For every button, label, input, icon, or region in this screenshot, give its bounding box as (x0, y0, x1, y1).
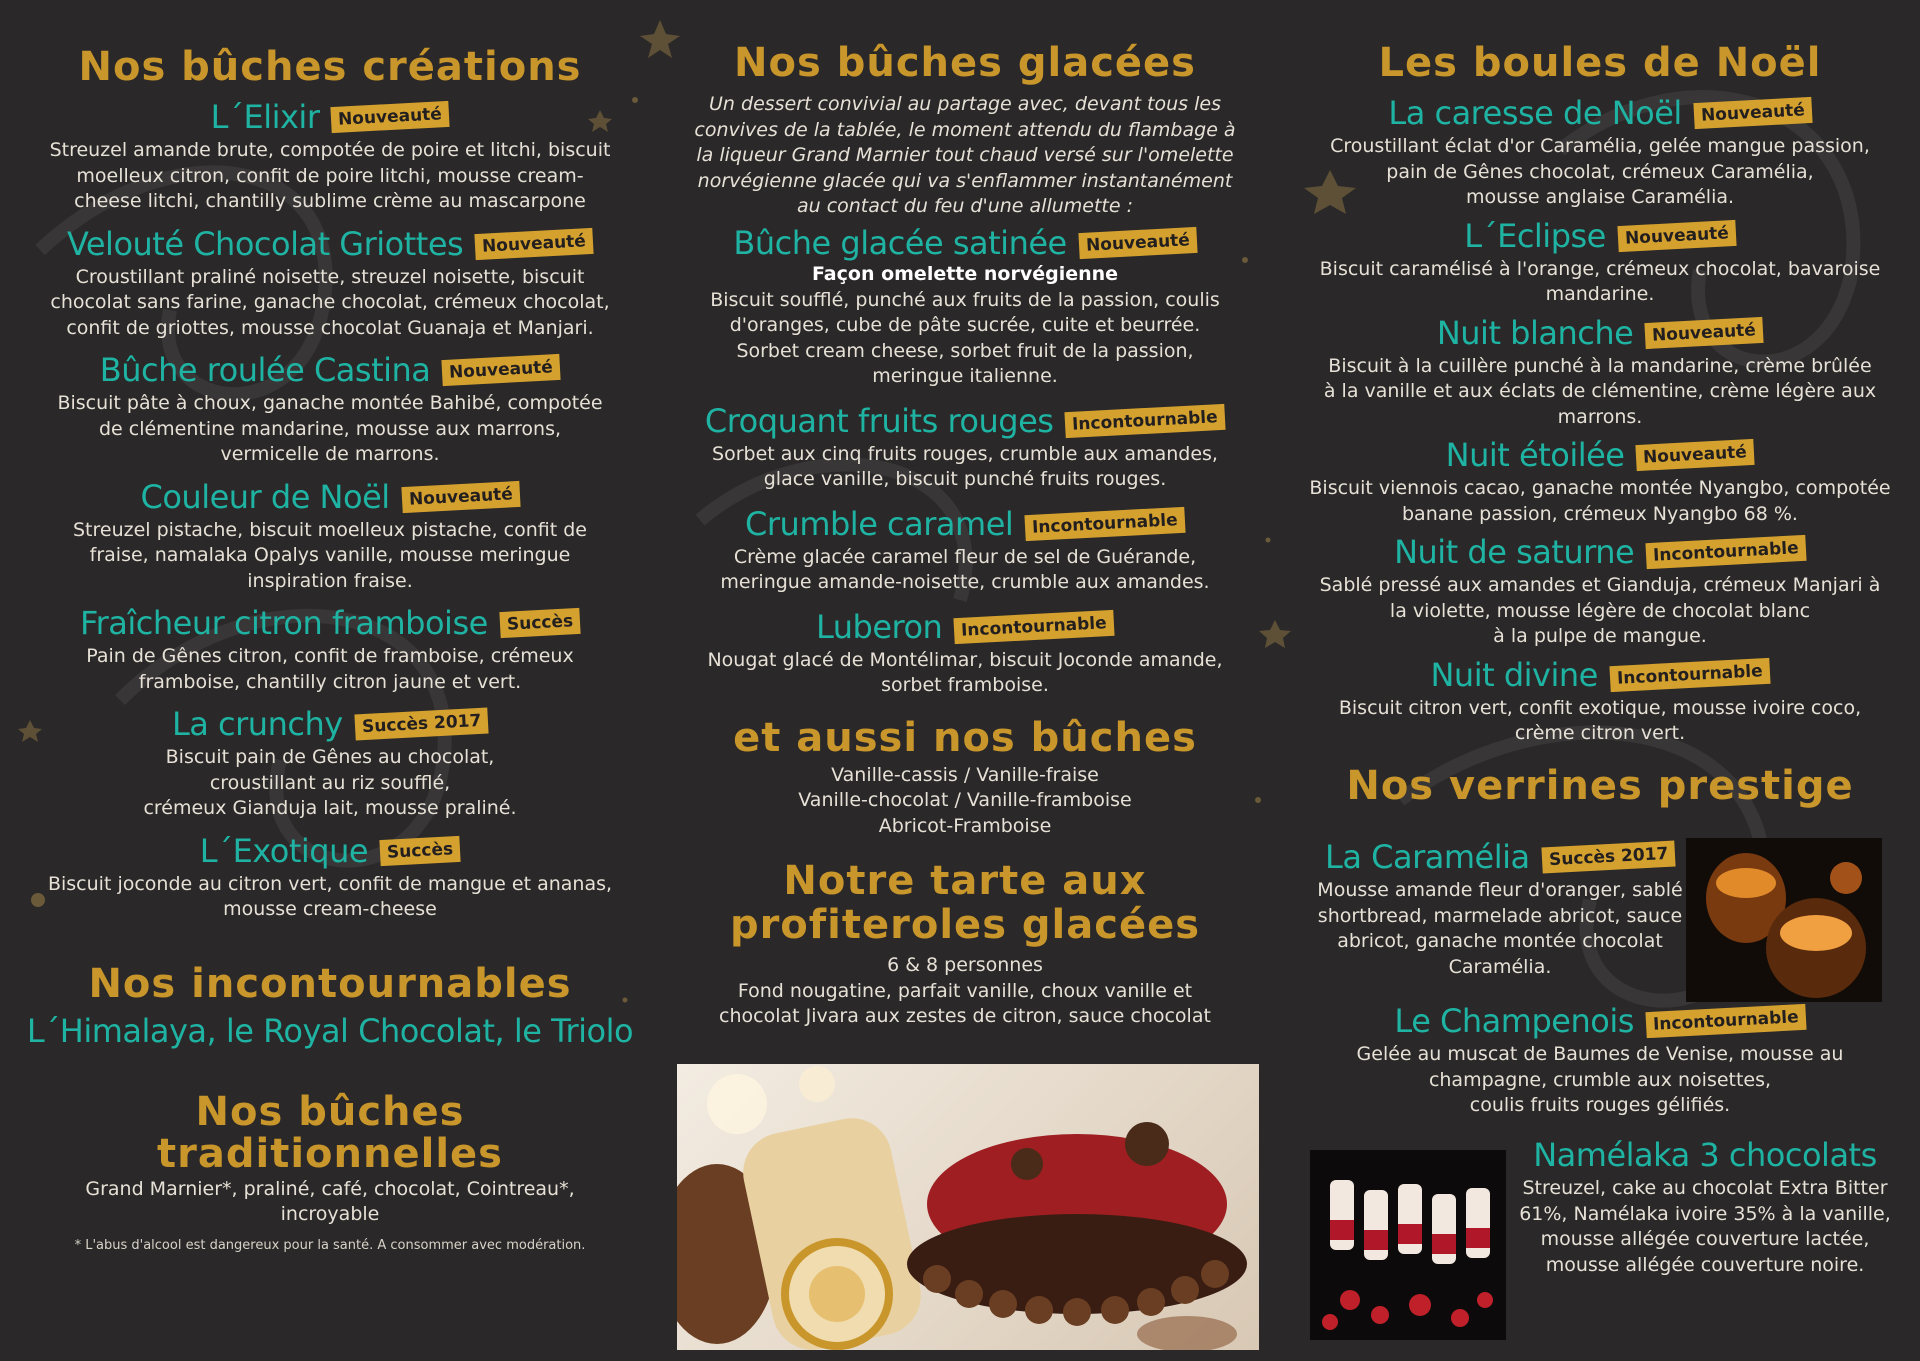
menu-item (665, 505, 1265, 596)
badge: Incontournable (1025, 506, 1186, 540)
section-title-creations: Nos bûches créations (78, 44, 582, 90)
item-name: Croquant fruits rouges (704, 401, 1054, 440)
item-name: Nuit de saturne (1394, 533, 1635, 571)
item-name: L´Exotique (199, 831, 369, 870)
item-name: L´Elixir (210, 98, 320, 136)
menu-item (665, 224, 1265, 390)
column-buches-glacees (665, 0, 1265, 1030)
badge: Incontournable (1609, 657, 1770, 691)
menu-item (1300, 314, 1900, 431)
alcohol-note: * L'abus d'alcool est dangereux pour la santé. A consommer avec modération. (74, 1237, 586, 1253)
item-desc: Croustillant praliné noisette, streuzel noisette, biscuit chocolat sans farine, ganache chocolat, crémeux chocolat, confit de griottes, mousse chocolat Guanaja et Manjari. (50, 265, 610, 339)
traditionnelles-desc: Grand Marnier*, praliné, café, chocolat, Cointreau*, incroyable (85, 1177, 575, 1225)
verrine-namelaka: Namélaka 3 chocolats Streuzel, cake au chocolat Extra Bitter 61%, Namélaka ivoire 35% à la vanille, mousse allégée couverture lactée, mousse allégée couverture noire. (1519, 1136, 1891, 1276)
badge: Nouveauté (1636, 439, 1755, 471)
menu-item (20, 604, 640, 695)
section-title-boules: Les boules de Noël (1378, 40, 1822, 86)
namelaka-photo (1310, 1150, 1506, 1340)
item-name: Nuit divine (1430, 655, 1598, 694)
item-desc: Biscuit à la cuillère punché à la mandarine, crème brûlée à la vanille et aux éclats de clémentine, crème légère aux marrons. (1323, 354, 1877, 428)
buche-photo (677, 1064, 1259, 1350)
menu-item (20, 832, 640, 923)
badge: Incontournable (954, 609, 1115, 643)
verrine-caramelia: La Caramélia Succès 2017 Mousse amande fleur d'oranger, sablé shortbread, marmelade abricot, sauce abricot, ganache montée chocolat Caramélia. (1317, 838, 1683, 978)
item-name: Fraîcheur citron framboise (80, 604, 488, 642)
badge: Nouveauté (1617, 219, 1736, 251)
badge: Incontournable (1645, 1004, 1806, 1038)
menu-item (20, 351, 640, 468)
menu-item (20, 98, 640, 215)
badge: Nouveauté (1645, 316, 1764, 348)
item-desc: Pain de Gênes citron, confit de framboise, crémeux framboise, chantilly citron jaune et vert. (86, 645, 574, 693)
badge: Incontournable (1065, 403, 1226, 437)
item-name: Bûche glacée satinée (733, 223, 1067, 262)
section-title-verrines: Nos verrines prestige (1346, 762, 1854, 809)
badge: Nouveauté (331, 101, 450, 133)
item-name: Luberon (815, 607, 943, 646)
section-title-traditionnelles: Nos bûches traditionnelles (157, 1088, 503, 1177)
menu-item (665, 402, 1265, 493)
item-desc: Croustillant éclat d'or Caramélia, gelée mangue passion, pain de Gênes chocolat, crémeux Caramélia, mousse anglaise Caramélia. (1330, 135, 1870, 208)
section-title-tarte: Notre tarte aux profiteroles glacées (729, 858, 1201, 948)
item-name: Velouté Chocolat Griottes (66, 224, 464, 263)
caramelia-photo (1686, 838, 1882, 1002)
item-name: Crumble caramel (745, 504, 1014, 543)
badge: Nouveauté (475, 227, 594, 259)
menu-item (1300, 94, 1900, 211)
menu-item (1300, 217, 1900, 308)
badge: Incontournable (1646, 535, 1807, 569)
item-desc: Sablé pressé aux amandes et Gianduja, crémeux Manjari à la violette, mousse légère de chocolat blanc à la pulpe de mangue. (1319, 574, 1881, 647)
item-name: Bûche roulée Castina (99, 351, 431, 389)
menu-item (20, 225, 640, 342)
badge: Nouveauté (442, 354, 561, 386)
column-boules-noel (1300, 0, 1900, 809)
glacees-intro: Un dessert convivial au partage avec, devant tous les convives de la tablée, le moment attendu du flambage à la liqueur Grand Marnier tout chaud versé sur l'omelette norvégienne glacée qui va s'enflammer instantanément au contact du feu d'une allumette : (694, 93, 1236, 217)
badge: Succès (379, 835, 460, 865)
item-name: Nuit blanche (1436, 313, 1634, 352)
item-desc: Biscuit pain de Gênes au chocolat, croustillant au riz soufflé, crémeux Gianduja lait, mousse praliné. (143, 746, 517, 819)
section-title-incontournables: Nos incontournables (88, 960, 572, 1007)
badge: Nouveauté (401, 480, 520, 512)
item-desc: Crème glacée caramel fleur de sel de Guérande, meringue amande-noisette, crumble aux amandes. (720, 545, 1210, 593)
item-subtitle: Façon omelette norvégienne (811, 262, 1119, 285)
badge: Succès 2017 (354, 708, 489, 741)
menu-item (20, 478, 640, 595)
item-desc: Biscuit pâte à choux, ganache montée Bahibé, compotée de clémentine mandarine, mousse aux marrons, vermicelle de marrons. (57, 392, 603, 465)
item-name: L´Eclipse (1464, 216, 1606, 255)
tarte-desc: 6 & 8 personnes Fond nougatine, parfait vanille, choux vanille et chocolat Jivara aux zestes de citron, sauce chocolat (719, 954, 1211, 1027)
menu-item (1300, 656, 1900, 747)
item-desc: Biscuit viennois cacao, ganache montée Nyangbo, compotée banane passion, crémeux Nyangbo 68 %. (1309, 477, 1891, 525)
item-desc: Streuzel amande brute, compotée de poire et litchi, biscuit moelleux citron, confit de poire litchi, mousse cream- cheese litchi, chantilly sublime crème au mascarpone (49, 139, 611, 212)
verrine-champenois: Le Champenois Incontournable Gelée au muscat de Baumes de Venise, mousse au champagne, crumble aux noisettes, coulis fruits rouges gélifiés. (1356, 1002, 1844, 1116)
badge: Nouveauté (1693, 97, 1812, 129)
item-desc: Streuzel pistache, biscuit moelleux pistache, confit de fraise, namalaka Opalys vanille, mousse meringue inspiration fraise. (72, 518, 587, 592)
item-name: Couleur de Noël (140, 477, 390, 516)
badge: Succès (499, 608, 580, 638)
badge: Succès 2017 (1541, 841, 1676, 874)
item-name: Nuit étoilée (1445, 436, 1625, 474)
section-title-glacees: Nos bûches glacées (734, 40, 1196, 86)
item-desc: Nougat glacé de Montélimar, biscuit Joconde amande, sorbet framboise. (707, 648, 1223, 696)
section-title-aussi: et aussi nos bûches (733, 714, 1197, 761)
column-buches-creations (20, 0, 640, 1253)
item-name: La caresse de Noël (1388, 94, 1682, 132)
menu-item (20, 705, 640, 822)
item-desc: Biscuit citron vert, confit exotique, mousse ivoire coco, crème citron vert. (1338, 696, 1862, 744)
item-desc: Biscuit caramélisé à l'orange, crémeux chocolat, bavaroise mandarine. (1319, 257, 1881, 305)
badge: Nouveauté (1078, 226, 1197, 258)
incontournables-list: L´Himalaya, le Royal Chocolat, le Triolo (26, 1011, 634, 1050)
menu-item (1300, 436, 1900, 527)
menu-item (1300, 533, 1900, 650)
item-desc: Biscuit soufflé, punché aux fruits de la passion, coulis d'oranges, cube de pâte sucrée, cuite et beurrée. Sorbet cream cheese, sorbet fruit de la passion, meringue italienne. (710, 288, 1220, 387)
aussi-list: Vanille-cassis / Vanille-fraise Vanille-chocolat / Vanille-framboise Abricot-Framboise (798, 763, 1132, 837)
item-desc: Biscuit joconde au citron vert, confit de mangue et ananas, mousse cream-cheese (47, 872, 613, 920)
item-desc: Sorbet aux cinq fruits rouges, crumble aux amandes, glace vanille, biscuit punché fruits rouges. (712, 442, 1218, 490)
item-name: La crunchy (171, 705, 343, 743)
menu-item (665, 608, 1265, 699)
